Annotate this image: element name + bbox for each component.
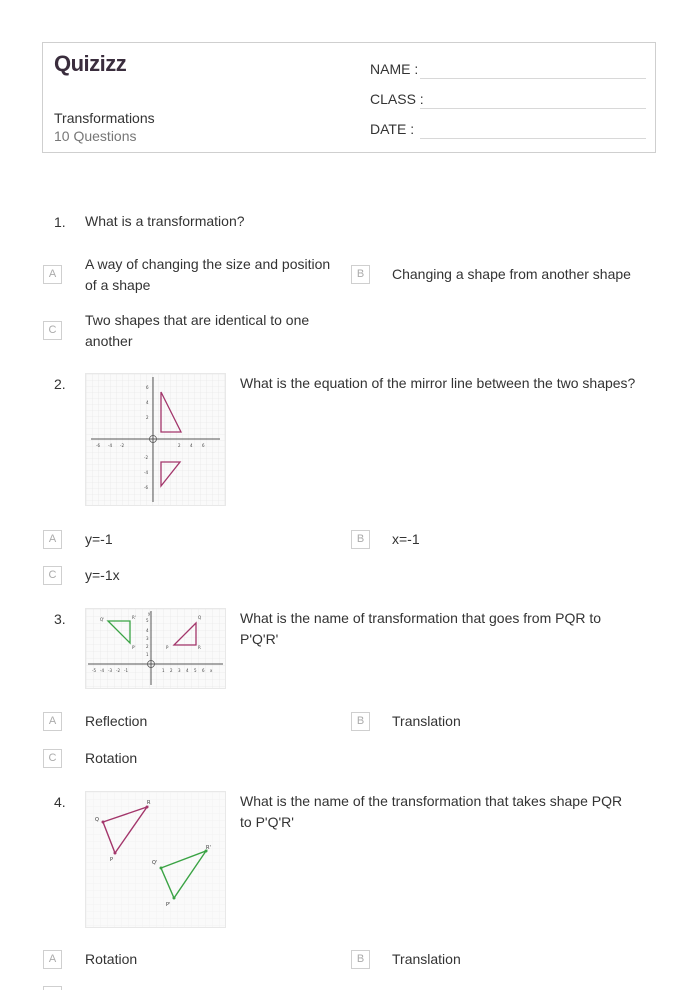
svg-text:1: 1 xyxy=(162,668,165,673)
option-a-text-line2: of a shape xyxy=(85,277,151,293)
option-b-box[interactable]: B xyxy=(351,265,370,284)
name-label: NAME : xyxy=(370,61,419,77)
question-text: What is a transformation? xyxy=(85,213,245,229)
question-number: 2. xyxy=(54,376,66,392)
question-text-line2: P'Q'R' xyxy=(240,631,279,647)
option-a-box[interactable]: A xyxy=(43,950,62,969)
svg-text:Q': Q' xyxy=(100,617,105,622)
option-c-text: Two shapes that are identical to one xyxy=(85,312,310,328)
option-b-box[interactable]: B xyxy=(351,950,370,969)
svg-text:-1: -1 xyxy=(124,668,128,673)
svg-text:Q': Q' xyxy=(152,860,158,866)
svg-text:-2: -2 xyxy=(120,443,124,448)
option-a-text: Reflection xyxy=(85,713,148,729)
svg-text:1: 1 xyxy=(146,652,149,657)
svg-text:Q: Q xyxy=(198,615,202,620)
question-image-mirror-graph xyxy=(85,373,226,506)
svg-text:-2: -2 xyxy=(116,668,120,673)
class-line[interactable] xyxy=(420,108,646,109)
question-text: What is the equation of the mirror line between the two shapes? xyxy=(240,375,636,391)
option-a-text: Rotation xyxy=(85,951,138,967)
option-b-box[interactable]: B xyxy=(351,712,370,731)
question-text: What is the name of transformation that goes from PQR to xyxy=(240,610,602,626)
option-b-text: Translation xyxy=(392,951,461,967)
option-c-box-partial[interactable] xyxy=(43,986,62,990)
svg-text:P': P' xyxy=(132,645,136,650)
option-a-box[interactable]: A xyxy=(43,530,62,549)
question-image-translation-graph xyxy=(85,608,226,689)
option-c-text: y=-1x xyxy=(85,567,120,583)
svg-text:-2: -2 xyxy=(144,455,148,460)
name-line[interactable] xyxy=(420,78,646,79)
svg-text:P: P xyxy=(166,645,169,650)
svg-text:-5: -5 xyxy=(92,668,96,673)
svg-text:6: 6 xyxy=(202,443,205,448)
svg-text:R: R xyxy=(147,800,151,806)
date-line[interactable] xyxy=(420,138,646,139)
svg-text:y: y xyxy=(148,611,151,616)
svg-text:6: 6 xyxy=(146,385,149,390)
date-label: DATE : xyxy=(370,121,415,137)
option-a-text: A way of changing the size and position xyxy=(85,256,331,272)
question-number: 4. xyxy=(54,794,66,810)
svg-text:-3: -3 xyxy=(108,668,112,673)
option-b-box[interactable]: B xyxy=(351,530,370,549)
question-number: 1. xyxy=(54,214,66,230)
svg-text:5: 5 xyxy=(194,668,197,673)
svg-text:P: P xyxy=(110,857,114,863)
question-image-transformation-graph xyxy=(85,791,226,928)
option-b-text: Changing a shape from another shape xyxy=(392,266,631,282)
svg-text:-6: -6 xyxy=(144,485,148,490)
svg-text:2: 2 xyxy=(178,443,181,448)
svg-text:P': P' xyxy=(166,902,171,908)
option-c-text: Rotation xyxy=(85,750,138,766)
svg-text:-4: -4 xyxy=(144,470,148,475)
svg-text:-4: -4 xyxy=(100,668,104,673)
svg-text:R': R' xyxy=(132,615,136,620)
svg-text:2: 2 xyxy=(170,668,173,673)
svg-text:-6: -6 xyxy=(96,443,100,448)
svg-text:4: 4 xyxy=(186,668,189,673)
svg-text:-4: -4 xyxy=(108,443,112,448)
quizizz-logo: Quizizz xyxy=(54,51,127,76)
svg-text:2: 2 xyxy=(146,644,149,649)
question-count: 10 Questions xyxy=(54,128,137,144)
svg-text:6: 6 xyxy=(202,668,205,673)
option-a-text: y=-1 xyxy=(85,531,113,547)
svg-text:5: 5 xyxy=(146,618,149,623)
svg-text:R: R xyxy=(198,645,201,650)
svg-text:Q: Q xyxy=(95,817,99,823)
question-text: What is the name of the transformation that takes shape PQR xyxy=(240,793,623,809)
option-b-text: Translation xyxy=(392,713,461,729)
svg-text:4: 4 xyxy=(190,443,193,448)
option-c-box[interactable]: C xyxy=(43,749,62,768)
option-b-text: x=-1 xyxy=(392,531,420,547)
svg-text:3: 3 xyxy=(146,636,149,641)
svg-text:x: x xyxy=(210,668,213,673)
question-text-line2: to P'Q'R' xyxy=(240,814,294,830)
option-a-box[interactable]: A xyxy=(43,712,62,731)
option-c-text-line2: another xyxy=(85,333,133,349)
svg-text:4: 4 xyxy=(146,628,149,633)
question-number: 3. xyxy=(54,611,66,627)
svg-text:4: 4 xyxy=(146,400,149,405)
class-label: CLASS : xyxy=(370,91,424,107)
option-a-box[interactable]: A xyxy=(43,265,62,284)
option-c-box[interactable]: C xyxy=(43,321,62,340)
svg-text:R': R' xyxy=(206,845,211,851)
svg-text:2: 2 xyxy=(146,415,149,420)
svg-text:3: 3 xyxy=(178,668,181,673)
option-c-box[interactable]: C xyxy=(43,566,62,585)
worksheet-title: Transformations xyxy=(54,110,155,126)
